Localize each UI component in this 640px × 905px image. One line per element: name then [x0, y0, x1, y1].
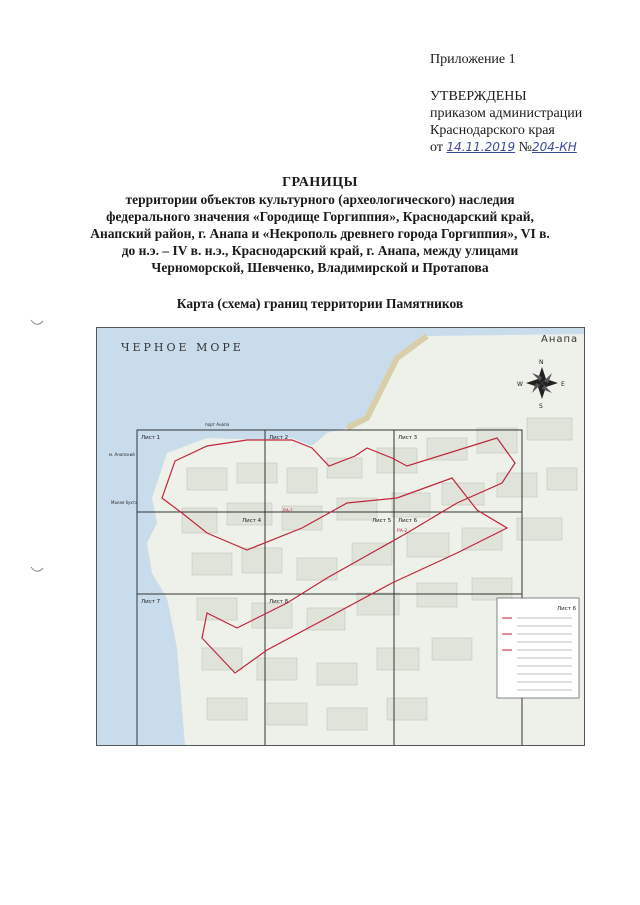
approval-line-order: приказом администрации [430, 106, 583, 121]
city-label: Анапа [541, 334, 579, 345]
compass-w: W [517, 381, 523, 388]
approval-date-number [430, 139, 582, 156]
number-prefix: № [518, 140, 533, 155]
heading-body: территории объектов культурного (археологического) наследия федерального значения «Городище Горгиппия», Краснодарский край, Анапский район, г. Анапа и «Некрополь древнего города Горгиппия», VI в. до н.э. – IV в. н.э., Краснодарский край, г. Анапа, между улицами Черноморской, Шевченко, Владимирской и Протапова [90, 192, 550, 275]
approval-date: 14.11.2019 [446, 140, 516, 154]
legend-box [497, 598, 579, 698]
map-caption: Карта (схема) границ территории Памятников [176, 296, 464, 311]
from-prefix: от [430, 140, 443, 155]
sheet-label-8: Лист 8 [269, 599, 289, 605]
compass-e: E [561, 381, 565, 388]
document-heading [90, 174, 550, 276]
place-label-bay: Малая бухта [111, 500, 138, 505]
boundary-map [96, 327, 585, 746]
compass-s: S [539, 403, 543, 410]
approval-number: 204-КН [532, 140, 577, 154]
sheet-label-3: Лист 3 [398, 435, 418, 441]
zone-label-1: РА-1 [283, 509, 294, 514]
punch-hole-mark-bottom [30, 565, 44, 575]
legend-sheet-label: Лист 6 [557, 606, 577, 612]
appendix-label: Приложение 1 [430, 52, 516, 67]
place-label-cape: м. Анапский [109, 452, 135, 457]
sheet-label-2: Лист 2 [269, 435, 289, 441]
approval-block [430, 88, 582, 156]
sheet-label-4: Лист 4 [242, 518, 262, 524]
zone-label-2: РА-2 [397, 529, 408, 534]
sheet-label-1: Лист 1 [141, 435, 161, 441]
map-drawing [97, 328, 584, 745]
heading-main: ГРАНИЦЫ [282, 175, 358, 190]
compass-n: N [539, 359, 544, 366]
punch-hole-mark-top [30, 318, 44, 328]
sheet-label-5: Лист 5 [372, 518, 392, 524]
sheet-label-6: Лист 6 [398, 518, 418, 524]
sheet-label-7: Лист 7 [141, 599, 161, 605]
approval-line-region: Краснодарского края [430, 123, 555, 138]
approved-label: УТВЕРЖДЕНЫ [430, 89, 527, 104]
sea-label: ЧЕРНОЕ МОРЕ [121, 341, 244, 354]
place-label-port: порт Анапа [205, 422, 230, 427]
